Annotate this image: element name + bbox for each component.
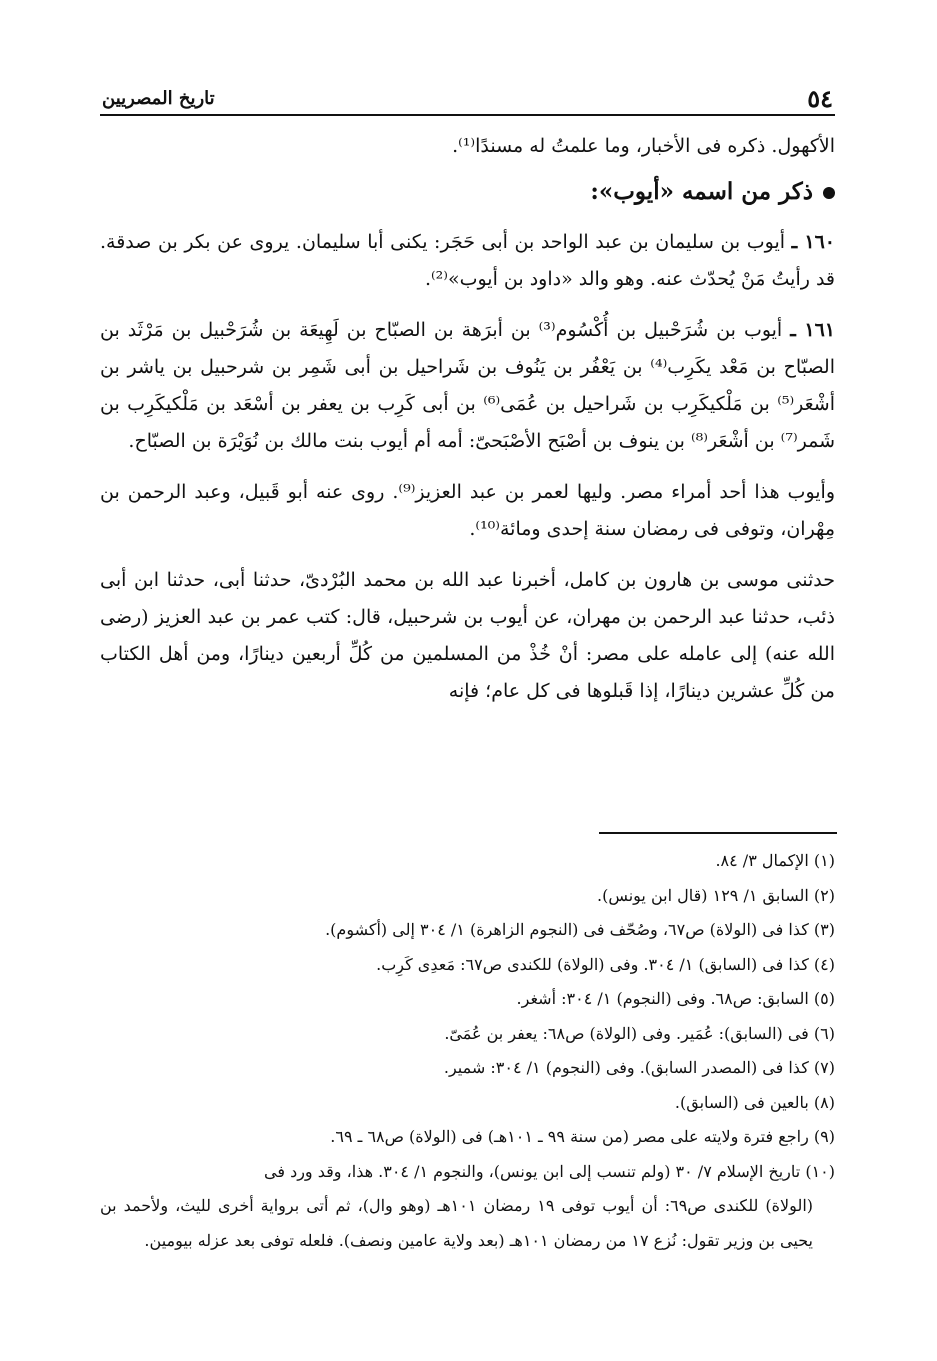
footnote <box>100 1155 835 1259</box>
section-heading <box>100 173 835 210</box>
footnote: (٩) راجع فترة ولايته على مصر (من سنة ٩٩ ـ ١٠١هـ) فى (الولاة) ص٦٨ ـ ٦٩. <box>330 1127 835 1146</box>
footnotes <box>100 844 835 1258</box>
intro-paragraph: الأكهول. ذكره فى الأخبار، وما علمتُ له مسندًا⁽¹⁾. <box>452 135 835 157</box>
entry-160 <box>100 224 835 298</box>
entry-161 <box>100 312 835 460</box>
hadith-paragraph: حدثنى موسى بن هارون بن كامل، أخبرنا عبد الله بن محمد البُرْدىّ، حدثنا أبى، حدثنا ابن أبى ذئب، حدثنا عبد الرحمن بن مهران، عن أيوب بن شرحبيل، قال: كتب عمر بن عبد العزيز (رضى الله عنه) إلى عامله على مصر: أنْ خُذْ من المسلمين من كُلِّ أربعين دينارًا، ومن أهل الكتاب من كُلِّ عشرين دينارًا، إذا قَبلوها فى كل عام؛ فإنه <box>100 569 835 702</box>
footnote: (٨) بالعين فى (السابق). <box>674 1092 835 1112</box>
entry-number: ١٦١ ـ <box>790 319 835 341</box>
footnote: (٤) كذا فى (السابق) ١/ ٣٠٤. وفى (الولاة) للكندى ص٦٧: مَعدِى كَرِب. <box>376 954 835 974</box>
footnote: (٧) كذا فى (المصدر السابق). وفى (النجوم) ١/ ٣٠٤: شمير. <box>443 1058 835 1077</box>
footnote: (١) الإكمال ٣/ ٨٤. <box>715 851 835 870</box>
footnote: (٢) السابق ١/ ١٢٩ (قال ابن يونس). <box>596 885 835 905</box>
page-header <box>100 82 835 116</box>
main-text <box>100 128 835 724</box>
entry-text: أيوب بن شُرَحْبيل بن أُكْسُوم⁽³⁾ بن أبرَهة بن الصبّاح بن لَهِيعَة بن شُرَحْبيل بن مَرْثَد بن الصبّاح بن مَعْد يكَرِب⁽⁴⁾ بن يَعْفُر بن يَنُوف بن شَراحيل بن أبى شَمِر بن شرحبيل بن ياشر بن أشْعَر⁽⁵⁾ بن مَلْكيكَرِب بن شَراحيل بن عُمَى⁽⁶⁾ بن أبى كَرِب بن يعفر بن أسْعَد بن مَلْكيكَرِب بن شَمر⁽⁷⁾ بن أشْعَر⁽⁸⁾ بن ينوف بن أصْبَح الأصْبَحىّ: أمه أم أيوب بنت مالك بن نُوَيْرَة بن الصبّاح. <box>100 319 835 452</box>
footnote-separator <box>599 832 837 834</box>
running-title: تاريخ المصريين <box>102 88 215 109</box>
entry-text: أيوب بن سليمان بن عبد الواحد بن أبى حَجَر: يكنى أبا سليمان. يروى عن بكر بن صدقة. قد رأيتُ مَنْ يُحدّث عنه. وهو والد «داود بن أيوب»⁽²⁾. <box>100 231 835 290</box>
footnote: (٥) السابق: ص٦٨. وفى (النجوم) ١/ ٣٠٤: أشغر. <box>516 989 835 1008</box>
footnote-continuation: (الولاة) للكندى ص٦٩: أن أيوب توفى ١٩ رمضان ١٠١هـ (وهو وال)، ثم أتى برواية أخرى لليث، ولأحمد بن يحيى بن وزير تقول: نُزع ١٧ من رمضان ١٠١هـ (بعد ولاية عامين ونصف). فلعله توفى بعد عزله بيومين. <box>100 1196 814 1250</box>
page-number: ٥٤ <box>807 84 833 113</box>
footnote: (٣) كذا فى (الولاة) ص٦٧، وصُحّف فى (النجوم الزاهرة) ١/ ٣٠٤ إلى (أكشوم). <box>325 920 835 939</box>
section-heading-text: ذكر من اسمه «أيوب»: <box>590 178 813 205</box>
footnote-first-line: (١٠) تاريخ الإسلام ٧/ ٣٠ (ولم تنسب إلى ابن يونس)، والنجوم ١/ ٣٠٤. هذا، وقد ورد فى <box>264 1161 835 1181</box>
ayyub-paragraph: وأيوب هذا أحد أمراء مصر. وليها لعمر بن عبد العزيز⁽⁹⁾. روى عنه أبو قَبيل، وعبد الرحمن بن مِهْران، وتوفى فى رمضان سنة إحدى ومائة⁽¹⁰⁾. <box>100 481 835 540</box>
entry-number: ١٦٠ ـ <box>791 231 835 253</box>
footnote: (٦) فى (السابق): عُمَير. وفى (الولاة) ص٦٨: يعفر بن عُمَىّ. <box>444 1023 835 1043</box>
bullet-icon <box>823 187 835 199</box>
